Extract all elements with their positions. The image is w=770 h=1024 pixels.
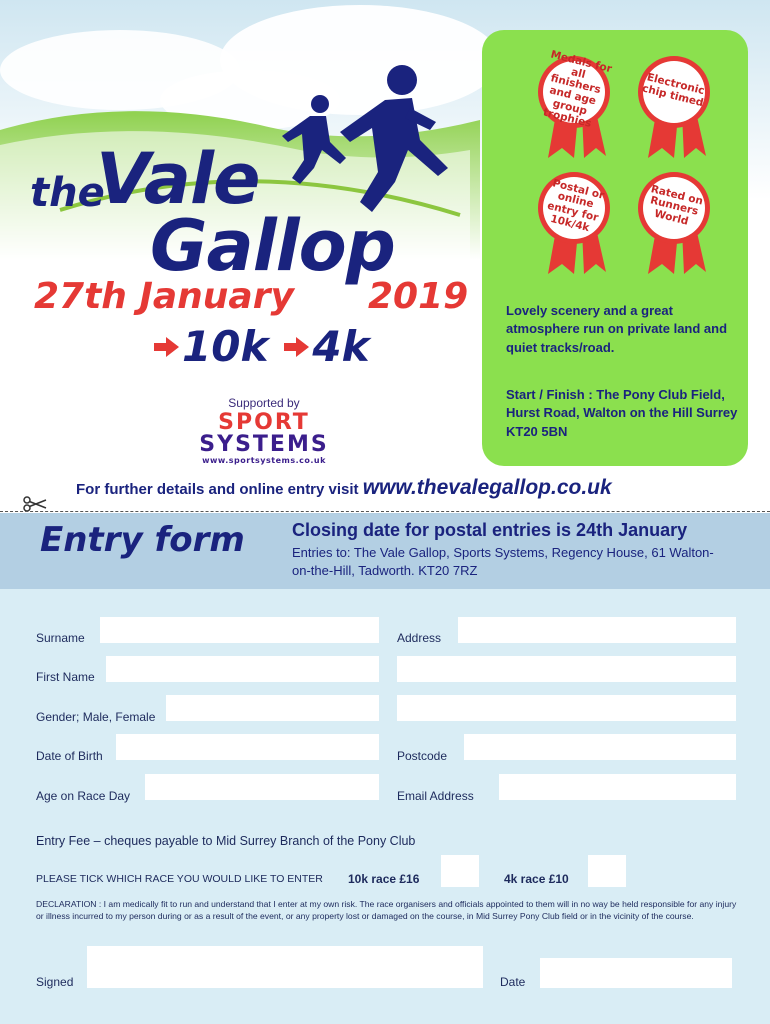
race-tick-instruction: PLEASE TICK WHICH RACE YOU WOULD LIKE TO ENTER bbox=[36, 873, 323, 885]
date-label: Date bbox=[500, 975, 526, 989]
info-box bbox=[482, 30, 748, 466]
event-date: 27th January bbox=[34, 276, 294, 317]
title-gallop: Gallop bbox=[150, 205, 395, 287]
event-year: 2019 bbox=[368, 276, 469, 317]
race-10k-label: 10k race £16 bbox=[348, 872, 420, 886]
badge-chip-timed bbox=[626, 54, 722, 160]
sponsor-logo-systems: SYSTEMS bbox=[199, 432, 329, 457]
address-label: Address bbox=[397, 631, 442, 645]
badge-runners-world-text: Rated on Runners World bbox=[648, 182, 705, 228]
race-10k-tickbox[interactable] bbox=[441, 855, 479, 887]
entries-to-address: Entries to: The Vale Gallop, Sports Systems, Regency House, 61 Walton-on-the-Hill, Tadworth. KT20 7RZ bbox=[292, 545, 714, 578]
postcode-field[interactable] bbox=[464, 734, 736, 760]
event-description: Lovely scenery and a great atmosphere run on private land and quiet tracks/road. bbox=[506, 303, 728, 355]
sponsor-logo-sport: SPORT bbox=[218, 410, 310, 435]
surname-field[interactable] bbox=[100, 617, 379, 643]
title-vale: Vale bbox=[96, 138, 260, 220]
badge-chip-timed-text: Electronic chip timed bbox=[640, 71, 706, 110]
website-url[interactable]: www.thevalegallop.co.uk bbox=[362, 476, 612, 499]
race-distances bbox=[152, 322, 370, 371]
surname-label: Surname bbox=[36, 631, 85, 645]
closing-date: Closing date for postal entries is 24th January bbox=[292, 520, 688, 540]
badge-postal-online bbox=[526, 170, 622, 276]
age-label: Age on Race Day bbox=[36, 789, 131, 803]
race-4k-label: 4k race £10 bbox=[504, 872, 569, 886]
website-prefix: For further details and online entry visit bbox=[76, 481, 359, 498]
entry-fee-text: Entry Fee – cheques payable to Mid Surrey Branch of the Pony Club bbox=[36, 834, 416, 848]
declaration-text: DECLARATION : I am medically fit to run and understand that I enter at my own risk. The race organisers and officials appointed to them will in no way be held responsible for any injury or illness incurred to my person during or as a result of the event, or any property lost or damaged on the course, in Mid Surrey Pony Club field or in the vicinity of the course. bbox=[36, 899, 737, 921]
supported-by-label: Supported by bbox=[228, 396, 300, 410]
title-the: the bbox=[30, 170, 105, 216]
dob-label: Date of Birth bbox=[36, 749, 103, 763]
badge-medals-text: Medals for all finishers and age group trophies bbox=[541, 48, 614, 131]
entry-form-title: Entry form bbox=[40, 520, 245, 560]
scissors-icon bbox=[22, 496, 48, 512]
address-field-1[interactable] bbox=[458, 617, 736, 643]
badge-runners-world bbox=[626, 170, 722, 276]
first-name-field[interactable] bbox=[106, 656, 379, 682]
email-label: Email Address bbox=[397, 789, 474, 803]
badge-postal-online-text: Postal or online entry for 10k/4k bbox=[545, 177, 606, 234]
distance-10k-label: 10k bbox=[182, 322, 269, 371]
gender-field[interactable] bbox=[166, 695, 379, 721]
email-field[interactable] bbox=[499, 774, 736, 800]
signature-field[interactable] bbox=[87, 946, 483, 988]
sponsor-block bbox=[184, 396, 344, 465]
website-line bbox=[76, 476, 612, 500]
gender-label: Gender; Male, Female bbox=[36, 710, 156, 724]
date-field[interactable] bbox=[540, 958, 732, 988]
address-field-2[interactable] bbox=[397, 656, 736, 682]
distance-10k bbox=[152, 322, 268, 371]
arrow-right-icon bbox=[152, 336, 180, 358]
sponsor-url[interactable]: www.sportsystems.co.uk bbox=[202, 456, 326, 465]
signed-label: Signed bbox=[36, 975, 74, 989]
distance-4k bbox=[282, 322, 369, 371]
race-4k-tickbox[interactable] bbox=[588, 855, 626, 887]
distance-4k-label: 4k bbox=[312, 322, 370, 371]
age-field[interactable] bbox=[145, 774, 379, 800]
badge-medals bbox=[526, 48, 622, 160]
event-venue: Start / Finish : The Pony Club Field, Hurst Road, Walton on the Hill Surrey KT20 5BN bbox=[506, 387, 738, 439]
first-name-label: First Name bbox=[36, 670, 95, 684]
address-field-3[interactable] bbox=[397, 695, 736, 721]
postcode-label: Postcode bbox=[397, 749, 448, 763]
arrow-right-icon bbox=[282, 336, 310, 358]
cut-line bbox=[0, 511, 770, 512]
dob-field[interactable] bbox=[116, 734, 379, 760]
